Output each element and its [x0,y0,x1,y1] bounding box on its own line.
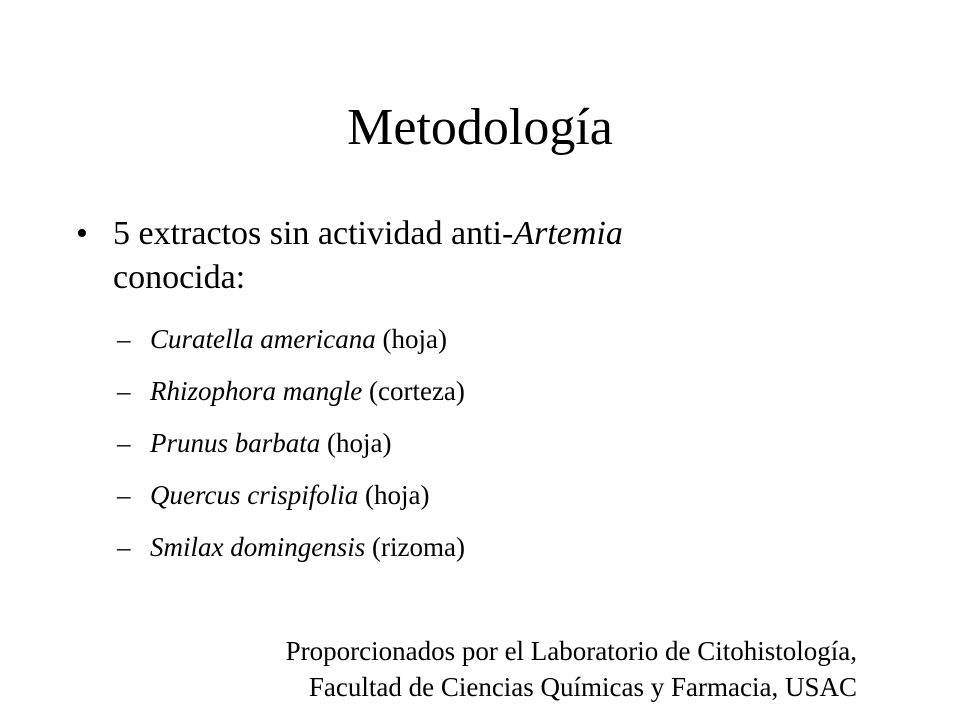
bullet-text-continuation: conocida: [113,259,246,296]
source-note-line-2: Facultad de Ciencias Químicas y Farmacia, USAC [308,672,857,702]
plant-part: (hoja) [358,480,430,510]
species-name: Rhizophora mangle [150,376,363,406]
plant-part: (hoja) [320,428,392,458]
list-item [117,530,817,564]
slide-title: Metodología [347,99,613,156]
plant-part: (hoja) [375,324,447,354]
dash-marker: – [117,376,131,406]
plant-part: (corteza) [362,376,465,406]
species-name: Prunus barbata [150,428,321,458]
species-name: Curatella americana [150,324,376,354]
plant-part: (rizoma) [365,532,465,562]
species-name: Quercus crispifolia [150,480,359,510]
species-list [117,322,817,582]
bullet-text [113,212,836,300]
source-note-line-1: Proporcionados por el Laboratorio de Citohistología, [285,636,857,666]
list-item [117,322,817,356]
bullet-marker: • [76,215,88,252]
list-item [117,426,817,460]
dash-marker: – [117,532,131,562]
list-item [117,478,817,512]
dash-marker: – [117,480,131,510]
main-bullet [76,212,836,300]
dash-marker: – [117,428,131,458]
dash-marker: – [117,324,131,354]
source-note [286,633,857,705]
bullet-text-plain: 5 extractos sin actividad anti- [113,215,514,252]
bullet-text-italic: Artemia [513,215,623,252]
list-item [117,374,817,408]
species-name: Smilax domingensis [150,532,366,562]
